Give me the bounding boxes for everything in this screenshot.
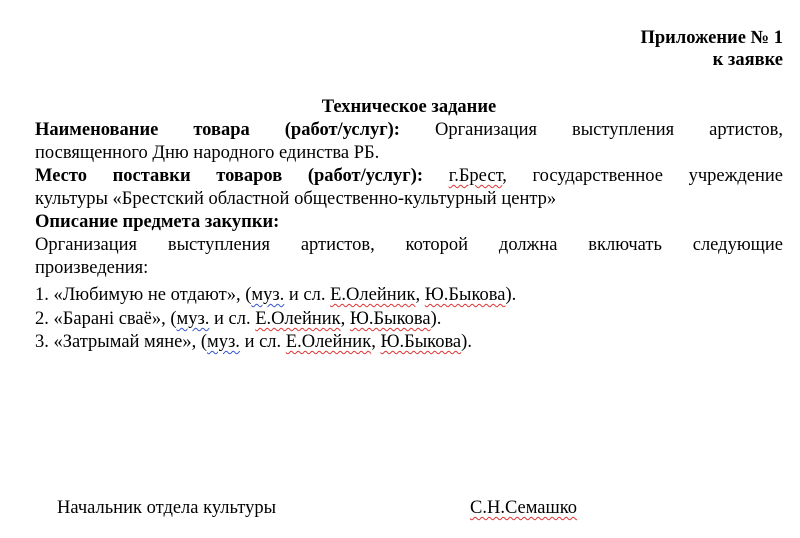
item-author1: Е.Олейник: [255, 309, 341, 329]
description-line2: произведения:: [35, 258, 149, 278]
item-title: 3. «Затрымай мяне», (: [35, 332, 208, 352]
place-text: , государственное учреждение: [502, 166, 784, 186]
name-section-line1: [35, 119, 783, 141]
place-section-line1: [35, 165, 783, 187]
description-line1: [35, 234, 783, 256]
name-section-line2: посвященного Дню народного единства РБ.: [35, 143, 380, 163]
item-title: 2. «Баранi сваё», (: [35, 309, 177, 329]
item-sep: ,: [371, 332, 381, 352]
signature-name: С.Н.Семашко: [470, 498, 578, 518]
item-end: ).: [430, 309, 442, 329]
item-mid: и сл.: [209, 309, 256, 329]
list-item: [35, 284, 783, 306]
place-section-line2: культуры «Брестский областной общественно-культурный центр»: [35, 189, 557, 209]
list-item: [35, 308, 783, 330]
item-author2: Ю.Быкова: [349, 309, 431, 329]
place-city: г.Брест: [448, 166, 503, 186]
document-title: Техническое задание: [321, 97, 497, 117]
name-text: Организация выступления артистов,: [434, 120, 784, 140]
list-item: [35, 331, 783, 353]
item-author1: Е.Олейник: [330, 285, 416, 305]
item-end: ).: [505, 285, 517, 305]
item-end: ).: [461, 332, 472, 352]
item-muz: муз.: [176, 309, 210, 329]
item-mid: и сл.: [239, 332, 286, 352]
item-muz: муз.: [207, 332, 240, 352]
item-title: 1. «Любимую не отдают», (: [35, 285, 252, 305]
appendix-to-application: к заявке: [712, 50, 783, 70]
item-author1: Е.Олейник: [285, 332, 372, 352]
name-label: Наименование товара (работ/услуг):: [35, 120, 400, 140]
description-text: Организация выступления артистов, которой должна включать следующие: [35, 235, 783, 255]
item-sep: ,: [340, 309, 350, 329]
signature-position: Начальник отдела культуры: [57, 498, 277, 518]
appendix-number: Приложение № 1: [640, 28, 783, 48]
item-author2: Ю.Быкова: [380, 332, 462, 352]
place-label: Место поставки товаров (работ/услуг):: [35, 166, 424, 186]
item-mid: и сл.: [284, 285, 331, 305]
item-author2: Ю.Быкова: [424, 285, 506, 305]
item-muz: муз.: [251, 285, 285, 305]
description-label: Описание предмета закупки:: [35, 212, 280, 232]
item-sep: ,: [415, 285, 425, 305]
